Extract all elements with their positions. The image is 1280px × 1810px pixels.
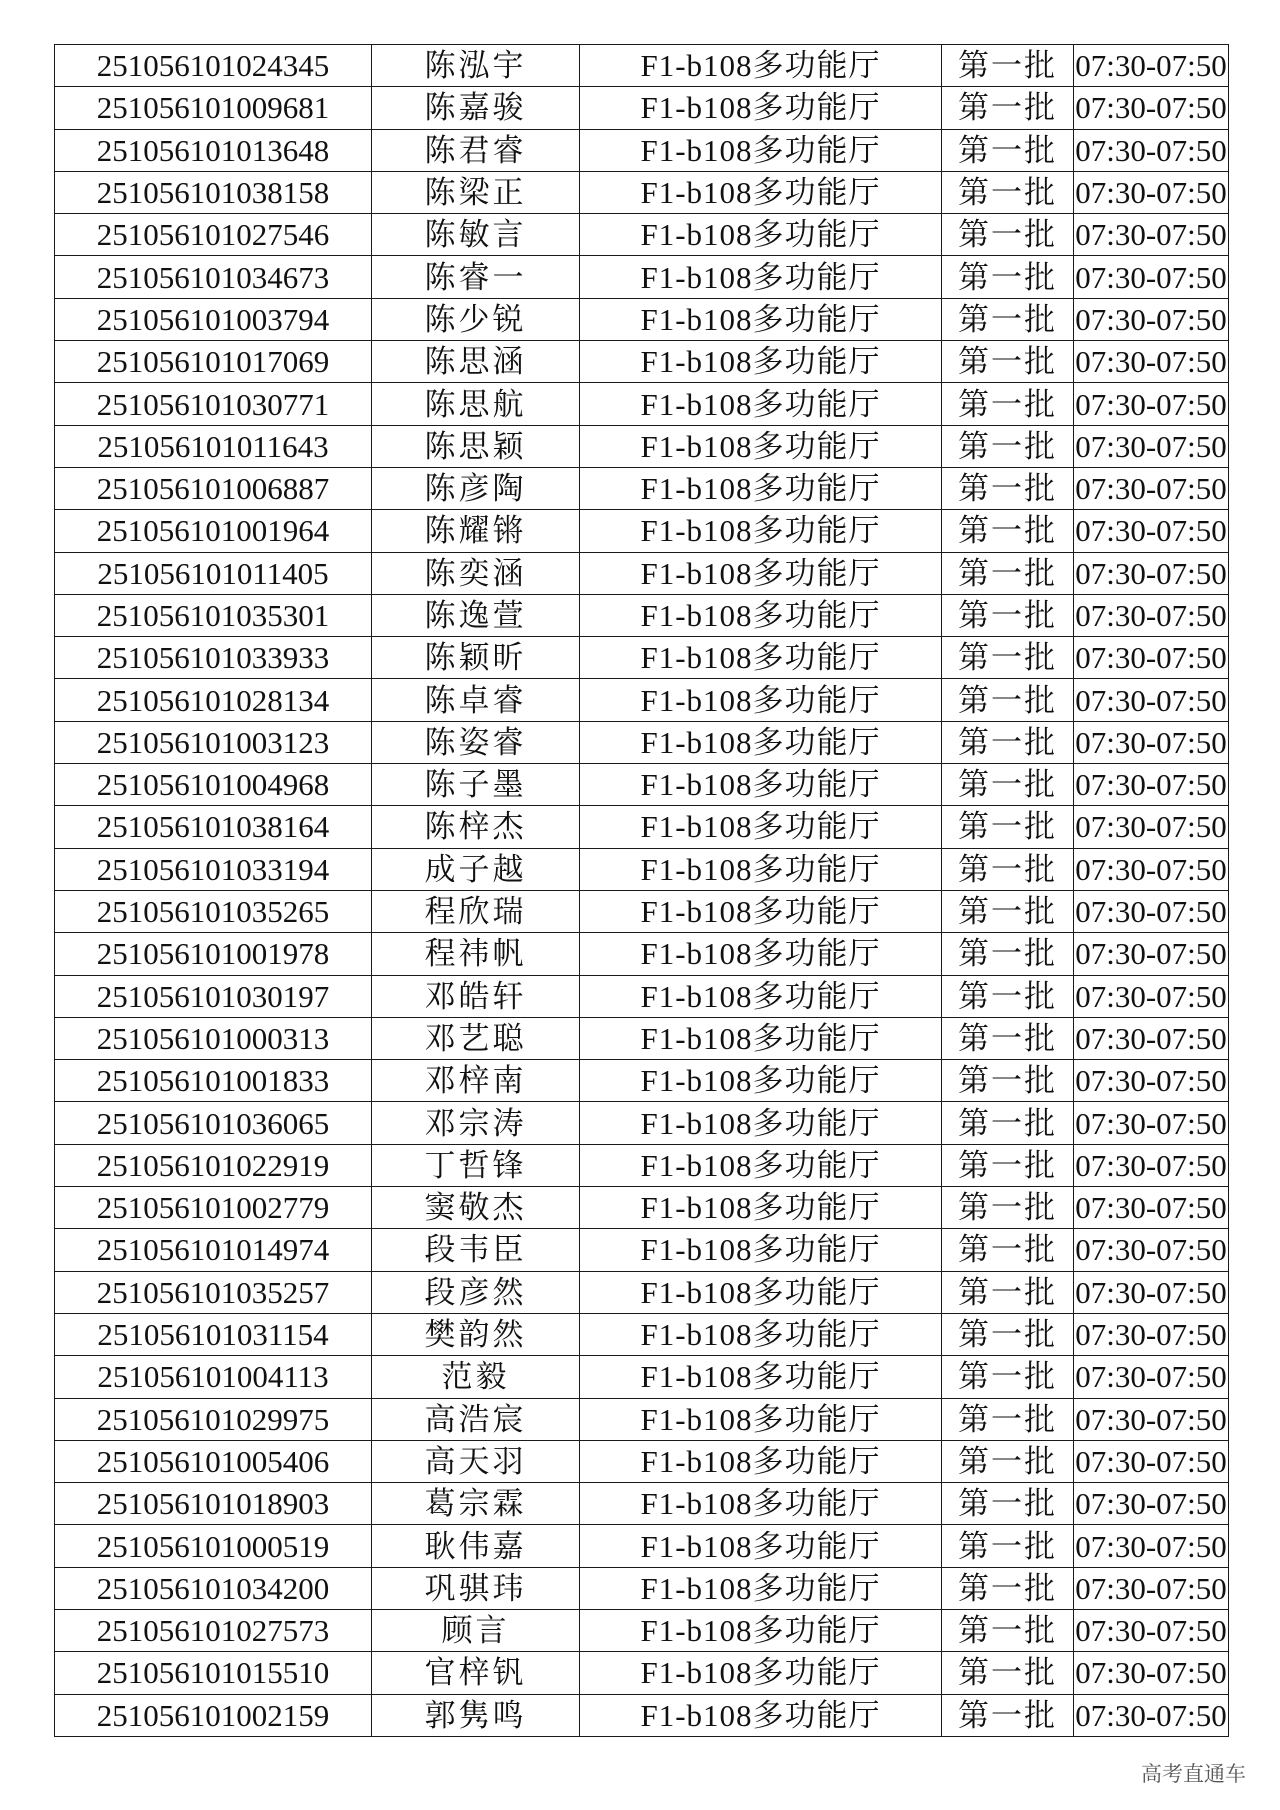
table-row xyxy=(55,1483,1229,1525)
candidate-name-cell: 陈睿一 xyxy=(372,256,580,298)
candidate-id-cell: 251056101028134 xyxy=(55,679,372,721)
candidate-name-cell: 郭隽鸣 xyxy=(372,1694,580,1736)
time-slot-cell: 07:30-07:50 xyxy=(1074,467,1229,509)
exam-room-cell: F1-b108多功能厅 xyxy=(580,721,942,763)
time-slot-cell: 07:30-07:50 xyxy=(1074,1017,1229,1059)
table-row xyxy=(55,341,1229,383)
candidate-name-cell: 邓皓轩 xyxy=(372,975,580,1017)
candidate-id-cell: 251056101017069 xyxy=(55,341,372,383)
candidate-name-cell: 官梓钒 xyxy=(372,1652,580,1694)
table-row xyxy=(55,256,1229,298)
exam-room-cell: F1-b108多功能厅 xyxy=(580,1483,942,1525)
table-row xyxy=(55,848,1229,890)
candidate-id-cell: 251056101018903 xyxy=(55,1483,372,1525)
time-slot-cell: 07:30-07:50 xyxy=(1074,1356,1229,1398)
exam-room-cell: F1-b108多功能厅 xyxy=(580,1271,942,1313)
batch-cell: 第一批 xyxy=(942,933,1074,975)
exam-room-cell: F1-b108多功能厅 xyxy=(580,1567,942,1609)
table-row xyxy=(55,425,1229,467)
candidate-id-cell: 251056101029975 xyxy=(55,1398,372,1440)
candidate-id-cell: 251056101035257 xyxy=(55,1271,372,1313)
candidate-name-cell: 陈梁正 xyxy=(372,171,580,213)
table-row xyxy=(55,552,1229,594)
exam-roster-table xyxy=(54,44,1229,1737)
table-row xyxy=(55,1271,1229,1313)
candidate-id-cell: 251056101014974 xyxy=(55,1229,372,1271)
candidate-name-cell: 邓宗涛 xyxy=(372,1102,580,1144)
time-slot-cell: 07:30-07:50 xyxy=(1074,975,1229,1017)
candidate-id-cell: 251056101036065 xyxy=(55,1102,372,1144)
table-row xyxy=(55,806,1229,848)
candidate-name-cell: 陈思涵 xyxy=(372,341,580,383)
batch-cell: 第一批 xyxy=(942,1102,1074,1144)
candidate-name-cell: 范毅 xyxy=(372,1356,580,1398)
candidate-id-cell: 251056101038164 xyxy=(55,806,372,848)
time-slot-cell: 07:30-07:50 xyxy=(1074,679,1229,721)
exam-room-cell: F1-b108多功能厅 xyxy=(580,637,942,679)
candidate-name-cell: 陈奕涵 xyxy=(372,552,580,594)
candidate-id-cell: 251056101001978 xyxy=(55,933,372,975)
candidate-id-cell: 251056101035265 xyxy=(55,890,372,932)
time-slot-cell: 07:30-07:50 xyxy=(1074,341,1229,383)
candidate-name-cell: 陈逸萱 xyxy=(372,594,580,636)
time-slot-cell: 07:30-07:50 xyxy=(1074,594,1229,636)
exam-room-cell: F1-b108多功能厅 xyxy=(580,1652,942,1694)
candidate-name-cell: 陈子墨 xyxy=(372,764,580,806)
time-slot-cell: 07:30-07:50 xyxy=(1074,383,1229,425)
time-slot-cell: 07:30-07:50 xyxy=(1074,764,1229,806)
time-slot-cell: 07:30-07:50 xyxy=(1074,129,1229,171)
roster-table-body xyxy=(55,45,1229,1737)
candidate-id-cell: 251056101004113 xyxy=(55,1356,372,1398)
time-slot-cell: 07:30-07:50 xyxy=(1074,510,1229,552)
table-row xyxy=(55,721,1229,763)
batch-cell: 第一批 xyxy=(942,425,1074,467)
batch-cell: 第一批 xyxy=(942,764,1074,806)
watermark-text: 高考直通车 xyxy=(1141,1762,1246,1786)
time-slot-cell: 07:30-07:50 xyxy=(1074,1102,1229,1144)
table-row xyxy=(55,1440,1229,1482)
exam-room-cell: F1-b108多功能厅 xyxy=(580,425,942,467)
time-slot-cell: 07:30-07:50 xyxy=(1074,425,1229,467)
table-row xyxy=(55,1356,1229,1398)
time-slot-cell: 07:30-07:50 xyxy=(1074,721,1229,763)
candidate-id-cell: 251056101002779 xyxy=(55,1187,372,1229)
candidate-id-cell: 251056101000519 xyxy=(55,1525,372,1567)
table-row xyxy=(55,383,1229,425)
exam-room-cell: F1-b108多功能厅 xyxy=(580,1060,942,1102)
table-row xyxy=(55,467,1229,509)
candidate-id-cell: 251056101009681 xyxy=(55,87,372,129)
candidate-name-cell: 程祎帆 xyxy=(372,933,580,975)
time-slot-cell: 07:30-07:50 xyxy=(1074,1313,1229,1355)
table-row xyxy=(55,1229,1229,1271)
candidate-name-cell: 邓艺聪 xyxy=(372,1017,580,1059)
exam-room-cell: F1-b108多功能厅 xyxy=(580,298,942,340)
exam-room-cell: F1-b108多功能厅 xyxy=(580,256,942,298)
exam-room-cell: F1-b108多功能厅 xyxy=(580,45,942,87)
time-slot-cell: 07:30-07:50 xyxy=(1074,87,1229,129)
candidate-name-cell: 窦敬杰 xyxy=(372,1187,580,1229)
candidate-name-cell: 成子越 xyxy=(372,848,580,890)
exam-room-cell: F1-b108多功能厅 xyxy=(580,129,942,171)
exam-room-cell: F1-b108多功能厅 xyxy=(580,1313,942,1355)
time-slot-cell: 07:30-07:50 xyxy=(1074,1652,1229,1694)
time-slot-cell: 07:30-07:50 xyxy=(1074,1398,1229,1440)
batch-cell: 第一批 xyxy=(942,256,1074,298)
candidate-name-cell: 葛宗霖 xyxy=(372,1483,580,1525)
batch-cell: 第一批 xyxy=(942,1060,1074,1102)
time-slot-cell: 07:30-07:50 xyxy=(1074,1271,1229,1313)
candidate-id-cell: 251056101013648 xyxy=(55,129,372,171)
candidate-id-cell: 251056101011405 xyxy=(55,552,372,594)
candidate-name-cell: 陈耀锵 xyxy=(372,510,580,552)
time-slot-cell: 07:30-07:50 xyxy=(1074,1187,1229,1229)
candidate-name-cell: 樊韵然 xyxy=(372,1313,580,1355)
table-row xyxy=(55,679,1229,721)
candidate-name-cell: 段韦臣 xyxy=(372,1229,580,1271)
exam-room-cell: F1-b108多功能厅 xyxy=(580,1525,942,1567)
batch-cell: 第一批 xyxy=(942,171,1074,213)
candidate-name-cell: 高浩宸 xyxy=(372,1398,580,1440)
batch-cell: 第一批 xyxy=(942,1313,1074,1355)
candidate-name-cell: 段彦然 xyxy=(372,1271,580,1313)
exam-room-cell: F1-b108多功能厅 xyxy=(580,848,942,890)
table-row xyxy=(55,1187,1229,1229)
exam-room-cell: F1-b108多功能厅 xyxy=(580,1609,942,1651)
table-row xyxy=(55,1017,1229,1059)
exam-room-cell: F1-b108多功能厅 xyxy=(580,933,942,975)
time-slot-cell: 07:30-07:50 xyxy=(1074,1609,1229,1651)
candidate-name-cell: 巩骐玮 xyxy=(372,1567,580,1609)
exam-room-cell: F1-b108多功能厅 xyxy=(580,975,942,1017)
exam-room-cell: F1-b108多功能厅 xyxy=(580,764,942,806)
candidate-name-cell: 陈卓睿 xyxy=(372,679,580,721)
time-slot-cell: 07:30-07:50 xyxy=(1074,806,1229,848)
table-row xyxy=(55,1652,1229,1694)
exam-room-cell: F1-b108多功能厅 xyxy=(580,1694,942,1736)
candidate-id-cell: 251056101015510 xyxy=(55,1652,372,1694)
batch-cell: 第一批 xyxy=(942,1567,1074,1609)
exam-room-cell: F1-b108多功能厅 xyxy=(580,806,942,848)
time-slot-cell: 07:30-07:50 xyxy=(1074,171,1229,213)
candidate-name-cell: 丁哲锋 xyxy=(372,1144,580,1186)
time-slot-cell: 07:30-07:50 xyxy=(1074,45,1229,87)
table-row xyxy=(55,171,1229,213)
exam-room-cell: F1-b108多功能厅 xyxy=(580,1144,942,1186)
batch-cell: 第一批 xyxy=(942,1652,1074,1694)
candidate-name-cell: 顾言 xyxy=(372,1609,580,1651)
time-slot-cell: 07:30-07:50 xyxy=(1074,637,1229,679)
candidate-id-cell: 251056101030197 xyxy=(55,975,372,1017)
exam-room-cell: F1-b108多功能厅 xyxy=(580,467,942,509)
candidate-name-cell: 陈梓杰 xyxy=(372,806,580,848)
candidate-name-cell: 程欣瑞 xyxy=(372,890,580,932)
batch-cell: 第一批 xyxy=(942,214,1074,256)
exam-room-cell: F1-b108多功能厅 xyxy=(580,1017,942,1059)
batch-cell: 第一批 xyxy=(942,1609,1074,1651)
batch-cell: 第一批 xyxy=(942,383,1074,425)
exam-room-cell: F1-b108多功能厅 xyxy=(580,1356,942,1398)
time-slot-cell: 07:30-07:50 xyxy=(1074,890,1229,932)
time-slot-cell: 07:30-07:50 xyxy=(1074,1525,1229,1567)
table-row xyxy=(55,87,1229,129)
candidate-id-cell: 251056101030771 xyxy=(55,383,372,425)
exam-room-cell: F1-b108多功能厅 xyxy=(580,214,942,256)
exam-room-cell: F1-b108多功能厅 xyxy=(580,1440,942,1482)
exam-room-cell: F1-b108多功能厅 xyxy=(580,594,942,636)
time-slot-cell: 07:30-07:50 xyxy=(1074,933,1229,975)
table-row xyxy=(55,933,1229,975)
candidate-id-cell: 251056101003123 xyxy=(55,721,372,763)
time-slot-cell: 07:30-07:50 xyxy=(1074,1144,1229,1186)
time-slot-cell: 07:30-07:50 xyxy=(1074,214,1229,256)
time-slot-cell: 07:30-07:50 xyxy=(1074,1567,1229,1609)
batch-cell: 第一批 xyxy=(942,848,1074,890)
exam-room-cell: F1-b108多功能厅 xyxy=(580,1398,942,1440)
batch-cell: 第一批 xyxy=(942,1356,1074,1398)
candidate-name-cell: 陈思航 xyxy=(372,383,580,425)
table-row xyxy=(55,298,1229,340)
exam-room-cell: F1-b108多功能厅 xyxy=(580,679,942,721)
batch-cell: 第一批 xyxy=(942,1187,1074,1229)
candidate-name-cell: 陈敏言 xyxy=(372,214,580,256)
table-row xyxy=(55,1144,1229,1186)
table-row xyxy=(55,214,1229,256)
batch-cell: 第一批 xyxy=(942,637,1074,679)
candidate-name-cell: 陈思颖 xyxy=(372,425,580,467)
exam-room-cell: F1-b108多功能厅 xyxy=(580,341,942,383)
table-row xyxy=(55,975,1229,1017)
candidate-name-cell: 陈彦陶 xyxy=(372,467,580,509)
exam-room-cell: F1-b108多功能厅 xyxy=(580,510,942,552)
exam-room-cell: F1-b108多功能厅 xyxy=(580,383,942,425)
table-row xyxy=(55,890,1229,932)
exam-room-cell: F1-b108多功能厅 xyxy=(580,1229,942,1271)
table-row xyxy=(55,1398,1229,1440)
time-slot-cell: 07:30-07:50 xyxy=(1074,1483,1229,1525)
batch-cell: 第一批 xyxy=(942,721,1074,763)
exam-room-cell: F1-b108多功能厅 xyxy=(580,171,942,213)
batch-cell: 第一批 xyxy=(942,298,1074,340)
time-slot-cell: 07:30-07:50 xyxy=(1074,1694,1229,1736)
batch-cell: 第一批 xyxy=(942,1694,1074,1736)
candidate-name-cell: 高天羽 xyxy=(372,1440,580,1482)
table-row xyxy=(55,1102,1229,1144)
batch-cell: 第一批 xyxy=(942,45,1074,87)
batch-cell: 第一批 xyxy=(942,1229,1074,1271)
exam-room-cell: F1-b108多功能厅 xyxy=(580,552,942,594)
candidate-id-cell: 251056101027546 xyxy=(55,214,372,256)
candidate-name-cell: 陈少锐 xyxy=(372,298,580,340)
batch-cell: 第一批 xyxy=(942,890,1074,932)
exam-room-cell: F1-b108多功能厅 xyxy=(580,1187,942,1229)
batch-cell: 第一批 xyxy=(942,806,1074,848)
batch-cell: 第一批 xyxy=(942,1440,1074,1482)
batch-cell: 第一批 xyxy=(942,129,1074,171)
candidate-id-cell: 251056101001964 xyxy=(55,510,372,552)
table-row xyxy=(55,1313,1229,1355)
candidate-id-cell: 251056101006887 xyxy=(55,467,372,509)
exam-room-cell: F1-b108多功能厅 xyxy=(580,1102,942,1144)
candidate-id-cell: 251056101038158 xyxy=(55,171,372,213)
candidate-id-cell: 251056101004968 xyxy=(55,764,372,806)
batch-cell: 第一批 xyxy=(942,510,1074,552)
batch-cell: 第一批 xyxy=(942,467,1074,509)
table-row xyxy=(55,1567,1229,1609)
candidate-id-cell: 251056101033933 xyxy=(55,637,372,679)
candidate-id-cell: 251056101034673 xyxy=(55,256,372,298)
table-row xyxy=(55,1609,1229,1651)
candidate-name-cell: 陈嘉骏 xyxy=(372,87,580,129)
table-row xyxy=(55,637,1229,679)
time-slot-cell: 07:30-07:50 xyxy=(1074,848,1229,890)
batch-cell: 第一批 xyxy=(942,1017,1074,1059)
exam-room-cell: F1-b108多功能厅 xyxy=(580,87,942,129)
candidate-id-cell: 251056101002159 xyxy=(55,1694,372,1736)
table-row xyxy=(55,510,1229,552)
batch-cell: 第一批 xyxy=(942,87,1074,129)
batch-cell: 第一批 xyxy=(942,975,1074,1017)
exam-room-cell: F1-b108多功能厅 xyxy=(580,890,942,932)
table-row xyxy=(55,45,1229,87)
table-row xyxy=(55,129,1229,171)
candidate-name-cell: 陈颖昕 xyxy=(372,637,580,679)
table-row xyxy=(55,764,1229,806)
table-row xyxy=(55,1060,1229,1102)
candidate-id-cell: 251056101031154 xyxy=(55,1313,372,1355)
candidate-id-cell: 251056101005406 xyxy=(55,1440,372,1482)
time-slot-cell: 07:30-07:50 xyxy=(1074,256,1229,298)
candidate-id-cell: 251056101003794 xyxy=(55,298,372,340)
candidate-name-cell: 陈君睿 xyxy=(372,129,580,171)
candidate-id-cell: 251056101034200 xyxy=(55,1567,372,1609)
candidate-id-cell: 251056101027573 xyxy=(55,1609,372,1651)
batch-cell: 第一批 xyxy=(942,1398,1074,1440)
candidate-id-cell: 251056101035301 xyxy=(55,594,372,636)
table-row xyxy=(55,1525,1229,1567)
batch-cell: 第一批 xyxy=(942,679,1074,721)
time-slot-cell: 07:30-07:50 xyxy=(1074,298,1229,340)
time-slot-cell: 07:30-07:50 xyxy=(1074,1229,1229,1271)
batch-cell: 第一批 xyxy=(942,1525,1074,1567)
time-slot-cell: 07:30-07:50 xyxy=(1074,1060,1229,1102)
candidate-id-cell: 251056101033194 xyxy=(55,848,372,890)
batch-cell: 第一批 xyxy=(942,1483,1074,1525)
batch-cell: 第一批 xyxy=(942,1271,1074,1313)
candidate-id-cell: 251056101000313 xyxy=(55,1017,372,1059)
batch-cell: 第一批 xyxy=(942,341,1074,383)
batch-cell: 第一批 xyxy=(942,1144,1074,1186)
roster-sheet xyxy=(54,44,1228,1737)
candidate-id-cell: 251056101001833 xyxy=(55,1060,372,1102)
candidate-name-cell: 陈姿睿 xyxy=(372,721,580,763)
table-row xyxy=(55,1694,1229,1736)
candidate-id-cell: 251056101011643 xyxy=(55,425,372,467)
batch-cell: 第一批 xyxy=(942,594,1074,636)
candidate-id-cell: 251056101024345 xyxy=(55,45,372,87)
batch-cell: 第一批 xyxy=(942,552,1074,594)
candidate-name-cell: 邓梓南 xyxy=(372,1060,580,1102)
candidate-name-cell: 陈泓宇 xyxy=(372,45,580,87)
table-row xyxy=(55,594,1229,636)
candidate-name-cell: 耿伟嘉 xyxy=(372,1525,580,1567)
time-slot-cell: 07:30-07:50 xyxy=(1074,1440,1229,1482)
candidate-id-cell: 251056101022919 xyxy=(55,1144,372,1186)
time-slot-cell: 07:30-07:50 xyxy=(1074,552,1229,594)
